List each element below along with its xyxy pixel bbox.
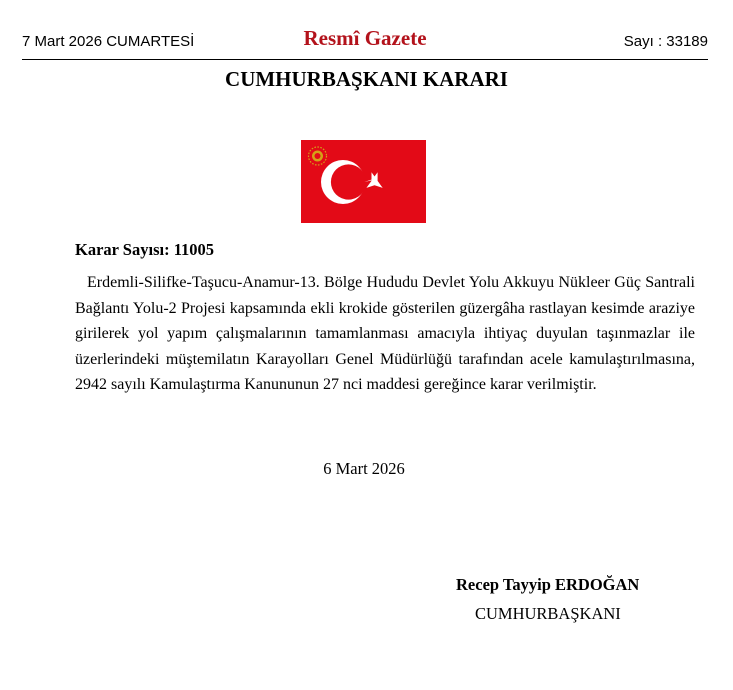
header-divider (22, 59, 708, 60)
decree-heading: CUMHURBAŞKANI KARARI (225, 67, 508, 91)
gazette-title: Resmî Gazete (303, 26, 427, 50)
decree-body: Erdemli-Silifke-Taşucu-Anamur-13. Bölge Hududu Devlet Yolu Akkuyu Nükleer Güç Santrali Bağlantı Yolu-2 Projesi kapsamında ekli krokide gösterilen güzergâha rastlayan kesimde araziye girilerek yol yapım çalışmalarının tamamlanması amacıyla ihtiyaç duyulan taşınmazlar ile üzerlerindeki müştemilatın Karayolları Genel Müdürlüğü tarafından acele kamulaştırılmasına, 2942 sayılı Kamulaştırma Kanununun 27 nci maddesi gereğince karar verilmiştir. (75, 274, 695, 393)
signer-name: Recep Tayyip ERDOĞAN (456, 575, 640, 594)
turkish-flag-icon (301, 140, 426, 223)
gazette-header (22, 26, 708, 60)
issue-number: Sayı : 33189 (623, 33, 708, 50)
issue-date: 7 Mart 2026 CUMARTESİ (22, 33, 195, 50)
signing-date: 6 Mart 2026 (323, 459, 405, 478)
decision-number: Karar Sayısı: 11005 (75, 240, 215, 259)
signer-title: CUMHURBAŞKANI (475, 604, 621, 623)
